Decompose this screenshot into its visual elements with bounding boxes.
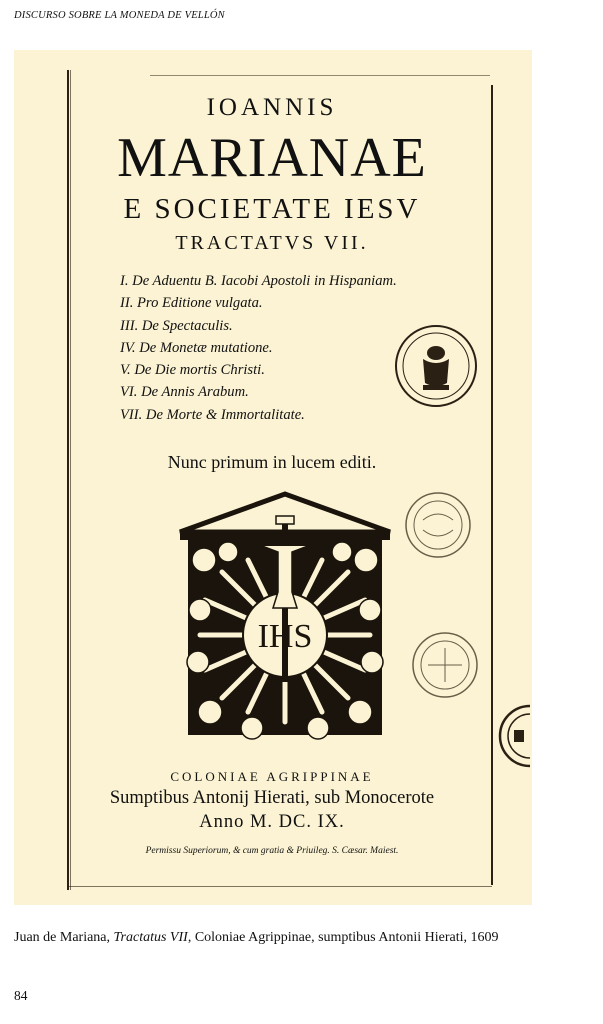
figure-caption [14, 930, 499, 946]
imprint-year: Anno M. DC. IX. [199, 812, 345, 832]
caption-author: Juan de Mariana, [14, 930, 114, 945]
page-number: 84 [14, 988, 28, 1003]
treatise-item: I. De Aduentu B. Iacobi Apostoli in Hispaniam. [120, 273, 397, 289]
imprint-printer: Sumptibus Antonij Hierati, sub Monocerote [109, 788, 435, 808]
title-author-surname: MARIANAE [117, 127, 427, 189]
library-stamp-icon [393, 323, 479, 409]
title-work: TRACTATVS VII. [175, 232, 369, 254]
caption-details: , Coloniae Agrippinae, sumptibus Antonii Hierati, 1609 [187, 930, 499, 945]
frame-line-top [150, 75, 490, 76]
library-stamp-icon [492, 702, 532, 770]
printers-device-emblem [170, 490, 400, 755]
caption-title: Tractatus VII [113, 930, 188, 945]
treatise-item: VII. De Morte & Immortalitate. [120, 406, 305, 423]
ihs-monogram: IHS [257, 618, 313, 655]
treatise-item: V. De Die mortis Christi. [120, 362, 265, 379]
title-society: E SOCIETATE IESV [123, 193, 421, 225]
treatise-item: II. Pro Editione vulgata. [120, 295, 263, 312]
treatise-item: III. De Spectaculis. [120, 317, 233, 334]
imprint-place: COLONIAE AGRIPPINAE [170, 769, 374, 784]
edition-note: Nunc primum in lucem editi. [167, 452, 377, 472]
treatise-item: IV. De Monetæ mutatione. [120, 339, 273, 356]
title-author-first: IOANNIS [206, 94, 338, 121]
library-stamp-icon [410, 630, 480, 700]
frame-line-bottom [68, 886, 492, 887]
frame-line-left [67, 70, 69, 890]
imprint-privilege: Permissu Superiorum, & cum gratia & Priuileg. S. Cæsar. Maiest. [145, 846, 399, 856]
running-head: DISCURSO SOBRE LA MONEDA DE VELLÓN [14, 10, 225, 21]
library-stamp-icon [403, 490, 473, 560]
treatise-item: VI. De Annis Arabum. [120, 384, 249, 401]
frame-line-left-inner [70, 70, 71, 890]
